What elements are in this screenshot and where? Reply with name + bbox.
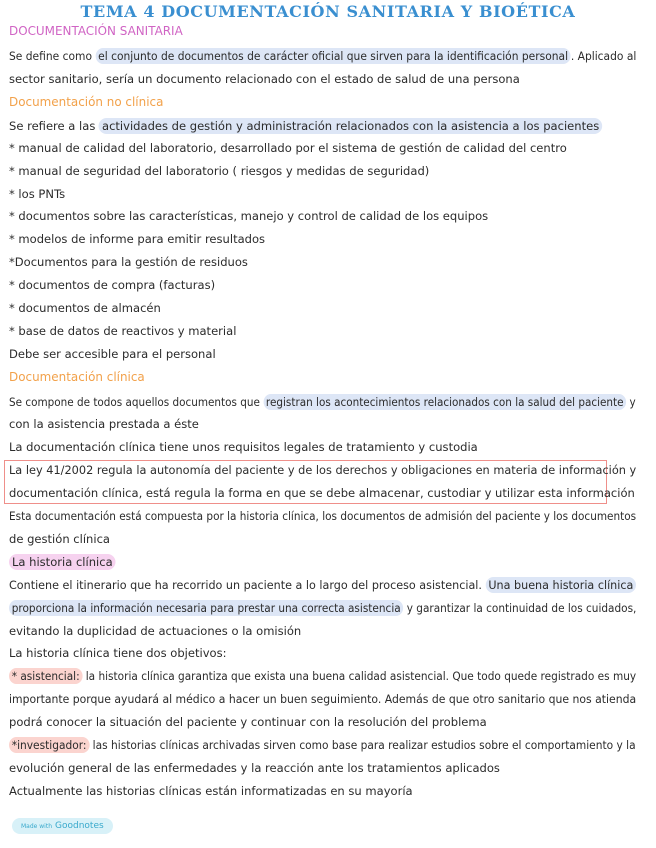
law-text-line: La ley 41/2002 regula la autonomía del paciente y de los derechos y obligaciones en materia de información y — [9, 463, 637, 477]
highlight-proporciona: proporciona la información necesaria para prestar una correcta asistencia — [9, 600, 403, 616]
badge-brand: Goodnotes — [55, 821, 104, 831]
text-line: Esta documentación está compuesta por la historia clínica, los documentos de admisión del paciente y los documentos — [9, 509, 637, 523]
goodnotes-badge — [12, 818, 113, 834]
text-span: . Aplicado al — [570, 49, 637, 63]
highlight-asistencial: * asistencial: — [9, 668, 82, 684]
list-item: * los PNTs — [9, 187, 66, 201]
list-item: * documentos de compra (facturas) — [9, 278, 216, 292]
highlight-actividades: actividades de gestión y administración relacionados con la asistencia a los pacientes — [99, 118, 602, 134]
text-line: podrá conocer la situación del paciente y continuar con la resolución del problema — [9, 715, 487, 729]
list-item: * documentos sobre las características, manejo y control de calidad de los equipos — [9, 209, 489, 223]
text-span: y — [626, 395, 636, 409]
highlight-historia-clinica: La historia clínica — [9, 554, 116, 570]
text-line: Debe ser accesible para el personal — [9, 347, 216, 361]
text-line — [9, 601, 637, 616]
text-line: importante porque ayudará al médico a hacer un buen seguimiento. Además de que otro sanitario que nos atienda — [9, 692, 637, 706]
text-line: sector sanitario, sería un documento relacionado con el estado de salud de una persona — [9, 72, 520, 86]
text-line — [9, 669, 637, 684]
list-item: * manual de calidad del laboratorio, desarrollado por el sistema de gestión de calidad del centro — [9, 141, 567, 155]
list-item: * base de datos de reactivos y material — [9, 324, 237, 338]
text-line: evitando la duplicidad de actuaciones o la omisión — [9, 624, 302, 638]
text-line: de gestión clínica — [9, 532, 110, 546]
text-span: y garantizar la continuidad de los cuidados, — [403, 601, 637, 615]
text-span: Se compone de todos aquellos documentos que — [9, 395, 264, 409]
text-line: con la asistencia prestada a éste — [9, 417, 199, 431]
page-title: TEMA 4 DOCUMENTACIÓN SANITARIA Y BIOÉTICA — [80, 2, 576, 21]
text-line: Actualmente las historias clínicas están informatizadas en su mayoría — [9, 784, 413, 798]
highlight-buena-historia: Una buena historia clínica — [485, 577, 636, 593]
heading-historia-clinica — [9, 555, 636, 570]
text-span: Contiene el itinerario que ha recorrido un paciente a lo largo del proceso asistencial. — [9, 578, 486, 592]
text-line — [9, 395, 636, 410]
heading-documentacion-sanitaria: DOCUMENTACIÓN SANITARIA — [9, 24, 183, 38]
text-line — [9, 738, 636, 753]
text-line — [9, 119, 636, 134]
text-line: La documentación clínica tiene unos requisitos legales de tratamiento y custodia — [9, 440, 478, 454]
highlight-definition: el conjunto de documentos de carácter oficial que sirven para la identificación personal — [95, 48, 570, 64]
heading-documentacion-no-clinica: Documentación no clínica — [9, 95, 164, 109]
list-item: *Documentos para la gestión de residuos — [9, 255, 248, 269]
text-span: Se refiere a las — [9, 119, 100, 133]
highlight-registran: registran los acontecimientos relacionados con la salud del paciente — [263, 394, 626, 410]
text-line: evolución general de las enfermedades y la reacción ante los tratamientos aplicados — [9, 761, 500, 775]
text-line — [9, 578, 634, 593]
text-line: La historia clínica tiene dos objetivos: — [9, 646, 227, 660]
highlight-investigador: *investigador: — [9, 737, 89, 753]
law-text-line: documentación clínica, está regula la forma en que se debe almacenar, custodiar y utilizar esta información — [9, 486, 635, 500]
text-span: Se define como — [9, 49, 96, 63]
list-item: * documentos de almacén — [9, 301, 161, 315]
badge-made-with: Made with — [21, 823, 52, 830]
list-item: * modelos de informe para emitir resultados — [9, 232, 266, 246]
text-span: las historias clínicas archivadas sirven como base para realizar estudios sobre el comportamiento y la — [89, 738, 636, 752]
list-item: * manual de seguridad del laboratorio ( riesgos y medidas de seguridad) — [9, 164, 430, 178]
heading-documentacion-clinica: Documentación clínica — [9, 370, 145, 384]
text-line — [9, 49, 637, 64]
text-span: la historia clínica garantiza que exista una buena calidad asistencial. Que todo quede registrado es muy — [82, 669, 637, 683]
